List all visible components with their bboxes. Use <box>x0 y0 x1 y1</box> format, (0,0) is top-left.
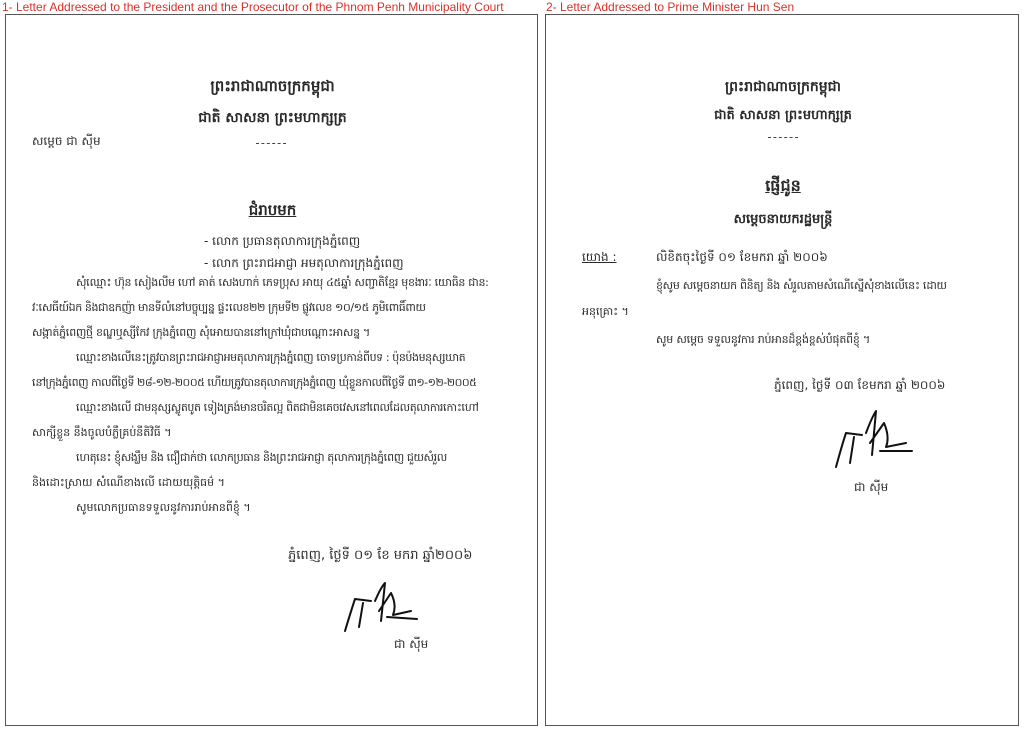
letter-1-body-line: សាក្សីខ្លួន នឹងចូលបំភ្លឺគ្រប់នីតិវិធី ។ <box>32 426 172 439</box>
letter-1-body-line: សូមលោកប្រធានទទួលនូវការរាប់អានពីខ្ញុំ ។ <box>76 501 251 514</box>
letter-2-motto-divider <box>768 137 798 138</box>
letter-1-kingdom-header: ព្រះរាជាណាចក្រកម្ពុជា <box>210 77 335 95</box>
letter-1-date: ភ្នំពេញ, ថ្ងៃទី ០១ ខែ មករា ឆ្នាំ២០០៦ <box>288 548 473 563</box>
letter-1-recipient: - លោក ប្រធានតុលាការក្រុងភ្នំពេញ <box>204 234 361 248</box>
letter-1-body-line: និងដោះស្រាយ សំណើខាងលើ ដោយយុត្តិធម៌ ។ <box>32 476 225 489</box>
letter-2-title: ផ្ញើជូន <box>765 176 801 195</box>
caption-letter-1: 1- Letter Addressed to the President and the Prosecutor of the Phnom Penh Municipality Court <box>2 0 504 14</box>
letter-1-page <box>5 14 538 726</box>
letter-1-sender: សម្តេច ជា ស៊ីម <box>32 134 101 148</box>
letter-2-subject-text: លិខិតចុះថ្ងៃទី ០១ ខែមករា ឆ្នាំ ២០០៦ <box>656 250 828 264</box>
letter-1-signer-name: ជា ស៊ីម <box>394 637 429 651</box>
letter-2-subject-label: យោង : <box>582 250 617 264</box>
letter-1-title: ជំរាបមក <box>248 201 297 219</box>
letter-2-signature <box>832 407 922 472</box>
letter-2-addressee: សម្តេចនាយករដ្ឋមន្ត្រី <box>733 212 833 227</box>
letter-1-body-line: ហេតុនេះ ខ្ញុំសង្ឃឹម និង ជឿជាក់ថា លោកប្រធាន និងព្រះរាជអាជ្ញា តុលាការក្រុងភ្នំពេញ ជួយសំរួល <box>76 451 447 464</box>
letter-2-signer-name: ជា ស៊ីម <box>854 480 889 494</box>
letter-1-body-line: នៅក្រុងភ្នំពេញ កាលពីថ្ងៃទី ២៨-១២-២០០៥ ហើយត្រូវបានតុលាការក្រុងភ្នំពេញ ឃុំខ្លួនកាលពីថ្ងៃទី ៣១-១២-២០០៥ <box>32 376 477 389</box>
letter-1-recipient: - លោក ព្រះរាជអាជ្ញា អមតុលាការក្រុងភ្នំពេញ <box>204 256 404 270</box>
letter-2-body-line: សូម សម្តេច ទទួលនូវការ រាប់អានដ៏ខ្ពង់ខ្ពស់បំផុតពីខ្ញុំ ។ <box>656 333 871 346</box>
letter-1-body-line: វៈសេធីយ៍ឯក និងជាឧកញ៉ា មានទីលំនៅបច្ចុប្បន្ន ផ្ទះលេខ២២ ក្រុមទី២ ផ្លូវលេខ ១០/១៥ ភូមិពោធិ៍ពាយ <box>32 301 426 314</box>
caption-letter-2: 2- Letter Addressed to Prime Minister Hun Sen <box>546 0 795 14</box>
letter-2-motto: ជាតិ សាសនា ព្រះមហាក្សត្រ <box>714 108 852 123</box>
letter-2-date: ភ្នំពេញ, ថ្ងៃទី ០៣ ខែមករា ឆ្នាំ ២០០៦ <box>774 378 946 392</box>
letter-2-kingdom-header: ព្រះរាជាណាចក្រកម្ពុជា <box>724 79 841 95</box>
letter-1-signature <box>341 581 431 636</box>
letter-1-motto: ជាតិ សាសនា ព្រះមហាក្សត្រ <box>198 110 347 126</box>
letter-1-body-line: ឈ្មោះខាងលើនេះត្រូវបានព្រះរាជអាជ្ញាអមតុលាការក្រុងភ្នំពេញ ចោទប្រកាន់ពីបទ : ប៉ុនប៉ងមនុស្សឃាត <box>76 351 466 364</box>
letter-2-body-line: អនុគ្រោះ ។ <box>582 305 629 318</box>
letter-2-page <box>545 14 1019 726</box>
letter-2-body-line: ខ្ញុំសូម សម្តេចនាយក ពិនិត្យ និង សំរួលតាមសំណើស្នើសុំខាងលើនេះ ដោយ <box>656 279 947 292</box>
letter-1-body-line: សុំឈ្មោះ ហ៊ុន សៀងលីម ហៅ គាត់ សេងហាក់ ភេទប្រុស អាយុ ៤៥ឆ្នាំ សញ្ជាតិខ្មែរ មុខងារៈ យោធិន ជាន: <box>76 276 489 289</box>
letter-1-body-line: ឈ្មោះខាងលើ ជាមនុស្សស្លូតបូត ទៀងត្រង់មានចរិតល្អ ពិតជាមិនគេចវេសនៅពេលដែលតុលាការកោះហៅ <box>76 401 479 414</box>
letter-1-motto-divider <box>256 143 286 144</box>
letter-1-body-line: សង្កាត់ភ្នំពេញថ្មី ខណ្ឌឬស្សីកែវ ក្រុងភ្នំពេញ សុំអោយបាននៅក្រៅឃុំជាបណ្តោះអាសន្ន ។ <box>32 326 370 339</box>
